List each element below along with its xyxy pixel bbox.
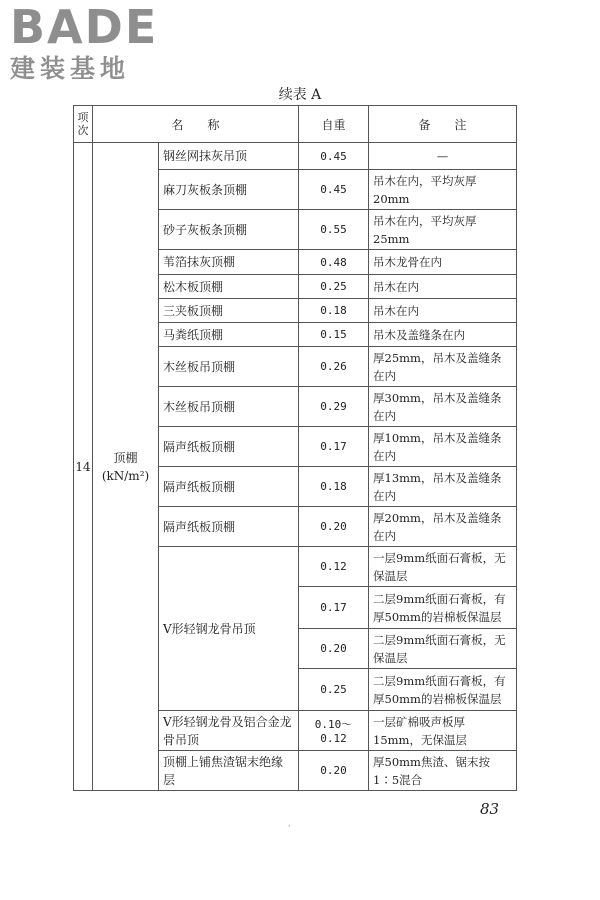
table-row (74, 143, 517, 170)
row-remark: 二层9mm纸面石膏板，有厚50mm的岩棉板保温层 (369, 587, 517, 629)
load-table (73, 105, 517, 791)
row-remark: 厚10mm，吊木及盖缝条在内 (369, 427, 517, 467)
row-remark: 一层矿棉吸声板厚15mm，无保温层 (369, 711, 517, 751)
row-weight: 0.10～0.12 (299, 711, 369, 751)
row-remark: 吊木在内，平均灰厚20mm (369, 170, 517, 210)
row-name: 砂子灰板条顶棚 (159, 210, 299, 250)
row-remark: 厚20mm，吊木及盖缝条在内 (369, 507, 517, 547)
scan-mark: ٬ (288, 824, 291, 833)
row-name: 隔声纸板顶棚 (159, 507, 299, 547)
row-name: 木丝板吊顶棚 (159, 387, 299, 427)
row-remark: 二层9mm纸面石膏板，有厚50mm的岩棉板保温层 (369, 669, 517, 711)
row-weight: 0.17 (299, 427, 369, 467)
row-remark: 吊木龙骨在内 (369, 250, 517, 275)
logo-subtitle: 建装基地 (10, 54, 131, 83)
table-caption: 续表 A (278, 87, 322, 103)
row-weight: 0.26 (299, 347, 369, 387)
row-remark: 吊木在内，平均灰厚25mm (369, 210, 517, 250)
row-remark: 厚50mm焦渣、锯末按1∶5混合 (369, 751, 517, 791)
logo-brand: BADE (10, 0, 159, 54)
row-remark: — (369, 143, 517, 170)
row-name: 三夹板顶棚 (159, 299, 299, 323)
row-name-v-group: V形轻钢龙骨吊顶 (159, 547, 299, 711)
row-weight: 0.18 (299, 467, 369, 507)
row-remark: 二层9mm纸面石膏板，无保温层 (369, 629, 517, 669)
row-weight: 0.25 (299, 275, 369, 299)
header-weight: 自重 (299, 106, 369, 143)
page-number: 83 (480, 800, 500, 818)
category-name: 顶棚 (113, 450, 138, 465)
row-weight: 0.15 (299, 323, 369, 347)
row-name: 顶棚上铺焦渣锯末绝缘层 (159, 751, 299, 791)
row-name: 木丝板吊顶棚 (159, 347, 299, 387)
row-weight: 0.45 (299, 170, 369, 210)
row-remark: 吊木在内 (369, 299, 517, 323)
table-header-row (74, 106, 517, 143)
row-name: 钢丝网抹灰吊顶 (159, 143, 299, 170)
row-remark: 厚25mm，吊木及盖缝条在内 (369, 347, 517, 387)
header-num: 项次 (74, 106, 93, 143)
row-weight: 0.29 (299, 387, 369, 427)
row-weight: 0.18 (299, 299, 369, 323)
row-weight: 0.45 (299, 143, 369, 170)
row-remark: 厚13mm，吊木及盖缝条在内 (369, 467, 517, 507)
row-name: 松木板顶棚 (159, 275, 299, 299)
row-weight: 0.55 (299, 210, 369, 250)
row-name: 麻刀灰板条顶棚 (159, 170, 299, 210)
row-weight: 0.20 (299, 629, 369, 669)
section-category (93, 143, 159, 791)
row-weight: 0.25 (299, 669, 369, 711)
row-weight: 0.20 (299, 751, 369, 791)
row-name: 苇箔抹灰顶棚 (159, 250, 299, 275)
row-name: 隔声纸板顶棚 (159, 467, 299, 507)
header-name: 名 称 (93, 106, 299, 143)
row-weight: 0.17 (299, 587, 369, 629)
section-num: 14 (74, 143, 93, 791)
row-remark: 一层9mm纸面石膏板，无保温层 (369, 547, 517, 587)
row-remark: 厚30mm，吊木及盖缝条在内 (369, 387, 517, 427)
row-name: 隔声纸板顶棚 (159, 427, 299, 467)
logo (10, 2, 180, 84)
row-remark: 吊木在内 (369, 275, 517, 299)
row-name: 马粪纸顶棚 (159, 323, 299, 347)
category-unit: (kN/m²) (101, 468, 150, 483)
row-name: V形轻钢龙骨及铝合金龙骨吊顶 (159, 711, 299, 751)
row-weight: 0.12 (299, 547, 369, 587)
header-remark: 备 注 (369, 106, 517, 143)
row-remark: 吊木及盖缝条在内 (369, 323, 517, 347)
row-weight: 0.20 (299, 507, 369, 547)
row-weight: 0.48 (299, 250, 369, 275)
